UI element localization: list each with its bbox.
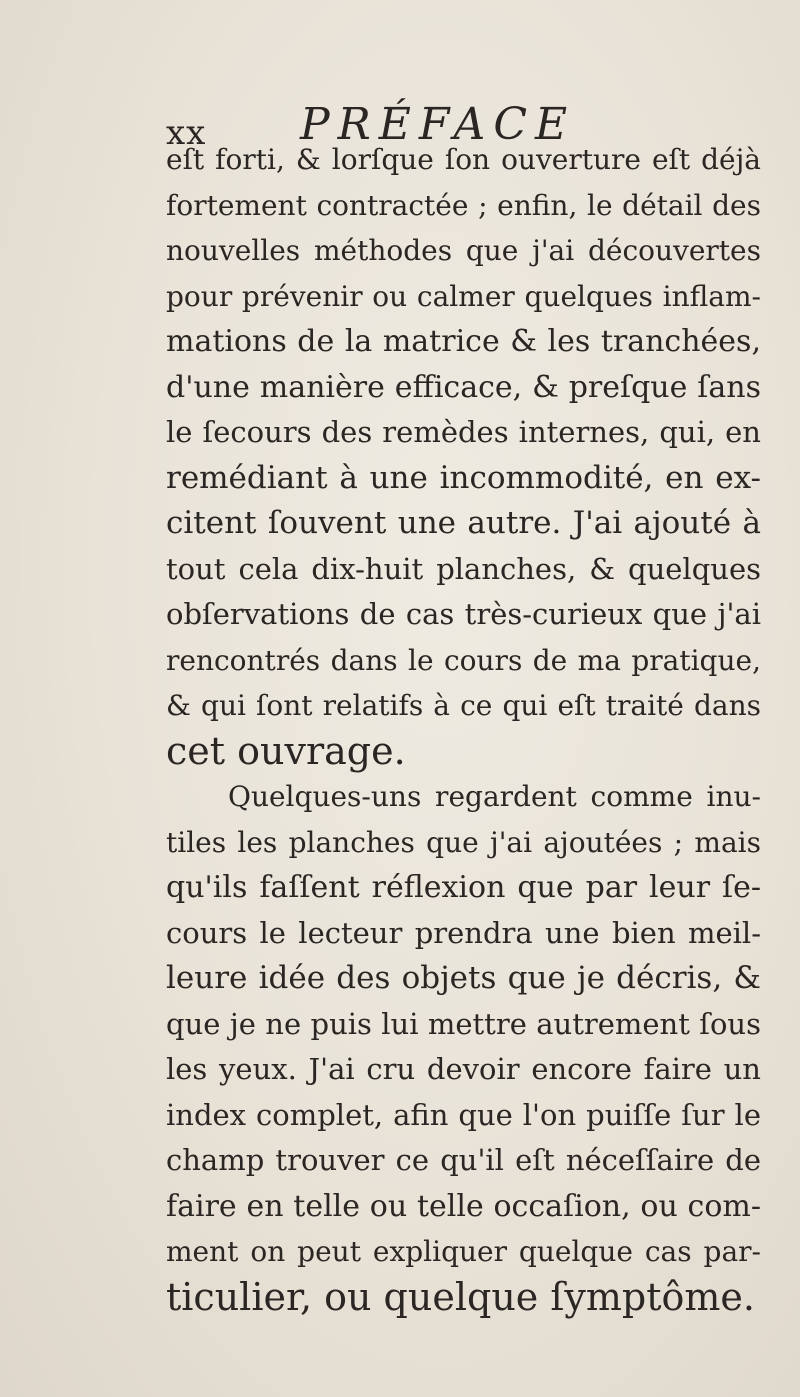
text-line: rencontrés dans le cours de ma pratique, bbox=[166, 643, 761, 677]
text-line: nouvelles méthodes que j'ai découvertes bbox=[166, 234, 761, 267]
text-line: qu'ils faſſent réflexion que par leur ſe- bbox=[166, 870, 761, 905]
text-line: obſervations de cas très-curieux que j'ai bbox=[166, 597, 761, 631]
text-line: le ſecours des remèdes internes, qui, en bbox=[166, 415, 761, 449]
text-line: index complet, afin que l'on puiſſe ſur le bbox=[166, 1097, 761, 1132]
text-line: tiles les planches que j'ai ajoutées ; mais bbox=[166, 825, 761, 859]
text-line: d'une manière efficace, & preſque ſans bbox=[166, 369, 761, 405]
text-line: tout cela dix-huit planches, & quelques bbox=[166, 551, 761, 586]
text-line: les yeux. J'ai cru devoir encore faire un bbox=[166, 1052, 761, 1086]
text-line: remédiant à une incommodité, en ex- bbox=[166, 459, 761, 496]
text-line: que je ne puis lui mettre autrement ſous bbox=[166, 1006, 761, 1041]
text-line: faire en telle ou telle occaſion, ou com- bbox=[166, 1188, 761, 1224]
body-text bbox=[166, 137, 761, 1320]
text-line: & qui ſont relatifs à ce qui eſt traité dans bbox=[166, 689, 761, 722]
text-line: citent ſouvent une autre. J'ai ajouté à bbox=[166, 505, 761, 541]
text-line: cet ouvrage. bbox=[166, 728, 406, 773]
running-title: PRÉFACE bbox=[300, 99, 576, 150]
text-line: eſt forti, & lorſque ſon ouverture eſt déjà bbox=[166, 143, 761, 176]
text-line: Quelques-uns regardent comme inu- bbox=[228, 780, 761, 813]
text-line: leure idée des objets que je décris, & bbox=[166, 960, 761, 996]
text-line: champ trouver ce qu'il eſt néceſſaire de bbox=[166, 1143, 761, 1177]
text-line: ticulier, ou quelque ſymptôme. bbox=[166, 1274, 755, 1319]
text-line: fortement contractée ; enfin, le détail des bbox=[166, 188, 761, 222]
text-line: mations de la matrice & les tranchées, bbox=[166, 324, 761, 359]
text-line: pour prévenir ou calmer quelques inflam- bbox=[166, 279, 761, 313]
page-number: xx bbox=[166, 113, 207, 153]
text-line: cours le lecteur prendra une bien meil- bbox=[166, 915, 761, 950]
text-line: ment on peut expliquer quelque cas par- bbox=[166, 1235, 761, 1268]
